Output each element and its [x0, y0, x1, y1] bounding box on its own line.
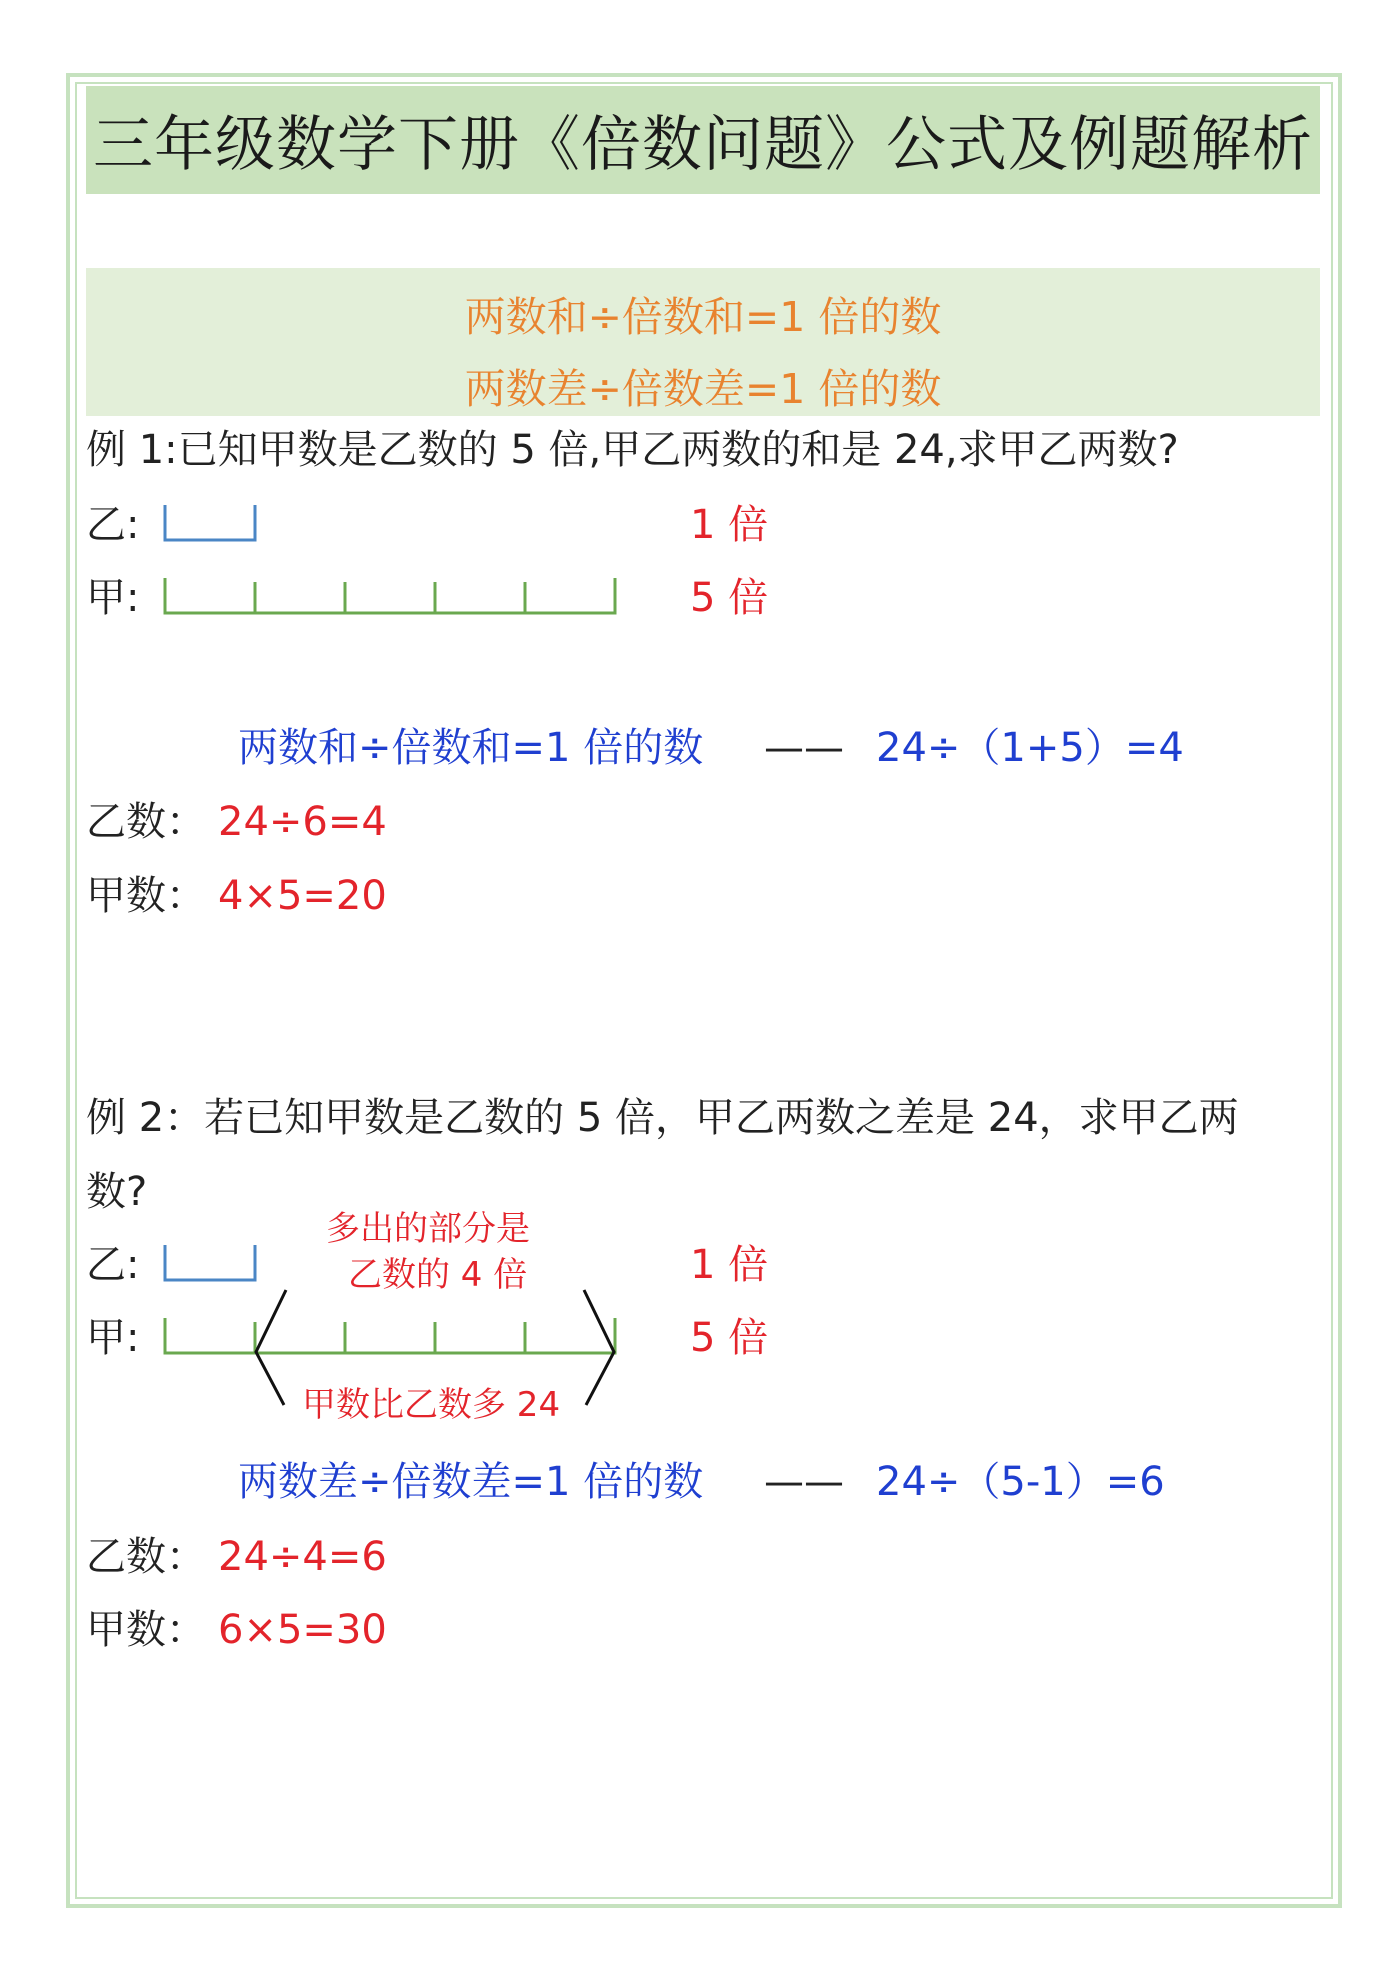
- example1-calc: 24÷（1+5）=4: [876, 725, 1184, 771]
- example1-label-jia: 甲:: [86, 575, 140, 621]
- example1-question: 例 1:已知甲数是乙数的 5 倍,甲乙两数的和是 24,求甲乙两数?: [86, 427, 1179, 473]
- example2-answer-jia-label: 甲数：: [86, 1607, 206, 1653]
- example2-dash: ——: [764, 1459, 844, 1505]
- example2-answer-yi-label: 乙数：: [86, 1534, 206, 1580]
- example1-formula: 两数和÷倍数和=1 倍的数: [238, 725, 704, 771]
- example1-bar-yi: [165, 505, 255, 540]
- example2-bar-yi: [165, 1245, 255, 1280]
- example2-answer-yi: 24÷4=6: [218, 1534, 387, 1580]
- example2-note-top-line1: 多出的部分是: [326, 1209, 530, 1249]
- example1-answer-yi-label: 乙数：: [86, 799, 206, 845]
- example1-times-jia: 5 倍: [690, 575, 769, 621]
- example2-label-jia: 甲:: [86, 1315, 140, 1361]
- example2-calc: 24÷（5-1）=6: [876, 1459, 1165, 1505]
- example2-question-line1: 例 2：若已知甲数是乙数的 5 倍，甲乙两数之差是 24，求甲乙两: [86, 1095, 1239, 1141]
- page-title: 三年级数学下册《倍数问题》公式及例题解析: [93, 110, 1313, 180]
- example1-bar-jia: [165, 578, 615, 613]
- example2-times-yi: 1 倍: [690, 1242, 769, 1288]
- example1-answer-jia-label: 甲数：: [86, 873, 206, 919]
- example1-label-yi: 乙:: [86, 502, 140, 548]
- example2-bar-jia: [165, 1318, 615, 1353]
- formula-sum: 两数和÷倍数和=1 倍的数: [464, 293, 942, 341]
- formula-diff: 两数差÷倍数差=1 倍的数: [464, 365, 942, 413]
- example2-note-top-line2: 乙数的 4 倍: [348, 1255, 528, 1295]
- example2-label-yi: 乙:: [86, 1242, 140, 1288]
- example1-dash: ——: [764, 725, 844, 771]
- example2-times-jia: 5 倍: [690, 1315, 769, 1361]
- example2-formula: 两数差÷倍数差=1 倍的数: [238, 1459, 704, 1505]
- example2-answer-jia: 6×5=30: [218, 1607, 387, 1653]
- example1-answer-jia: 4×5=20: [218, 873, 387, 919]
- example2-question-line2: 数?: [86, 1169, 148, 1215]
- example1-times-yi: 1 倍: [690, 502, 769, 548]
- example1-answer-yi: 24÷6=4: [218, 799, 387, 845]
- example2-note-bottom: 甲数比乙数多 24: [302, 1385, 561, 1425]
